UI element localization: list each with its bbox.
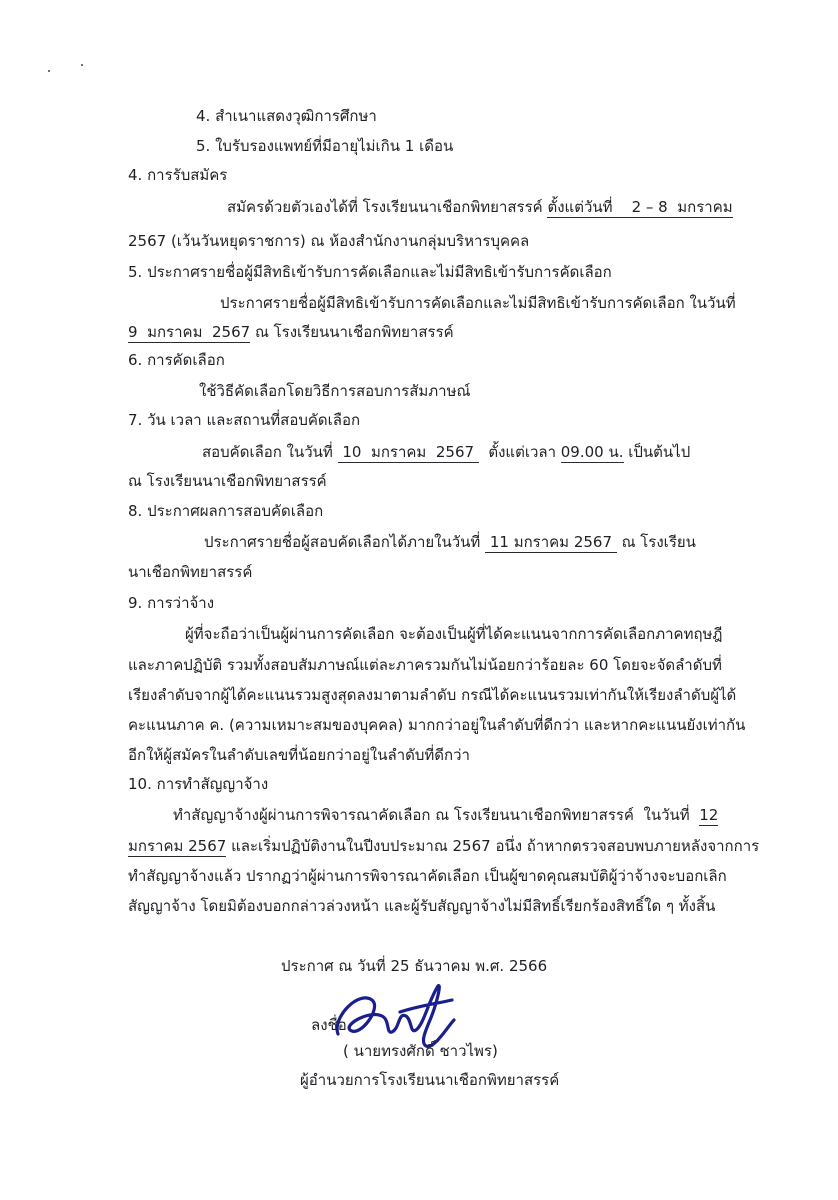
section-9-line-3: เรียงลำดับจากผู้ได้คะแนนรวมสูงสุดลงมาตามลำดับ กรณีได้คะแนนรวมเท่ากันให้เรียงลำดับผู้ได้ [128,686,737,704]
section-4-line-2: 2567 (เว้นวันหยุดราชการ) ณ ห้องสำนักงานกลุ่มบริหารบุคคล [128,232,530,250]
exam-time: 09.00 น. [560,443,624,461]
announcement-date-line: ประกาศ ณ วันที่ 25 ธันวาคม พ.ศ. 2566 [281,957,548,975]
section-10-heading: 10. การทำสัญญาจ้าง [128,775,269,793]
section-6-heading: 6. การคัดเลือก [128,351,225,369]
application-place: สมัครด้วยตัวเองได้ที่ โรงเรียนนาเชือกพิทยาสรรค์ [227,198,543,216]
section-5-line-1: ประกาศรายชื่อผู้มีสิทธิเข้ารับการคัดเลือกและไม่มีสิทธิเข้ารับการคัดเลือก ในวันที่ [220,294,736,312]
section-5-heading: 5. ประกาศรายชื่อผู้มีสิทธิเข้ารับการคัดเลือกและไม่มีสิทธิเข้ารับการคัดเลือก [128,263,612,281]
section-8-heading: 8. ประกาศผลการสอบคัดเลือก [128,502,324,520]
section-4-heading: 4. การรับสมัคร [128,166,228,184]
section-9-line-1: ผู้ที่จะถือว่าเป็นผู้ผ่านการคัดเลือก จะต้องเป็นผู้ที่ได้คะแนนจากการคัดเลือกภาคทฤษฎี [185,625,723,643]
qualification-item-4: 4. สำเนาแสดงวุฒิการศึกษา [196,107,377,125]
section-8-line-1: ประกาศรายชื่อผู้สอบคัดเลือกได้ภายในวันที่ 11 มกราคม 2567 ณ โรงเรียน [204,533,696,551]
section-10-line-2: มกราคม 2567 และเริ่มปฏิบัติงานในปีงบประมาณ 2567 อนึ่ง ถ้าหากตรวจสอบพบภายหลังจากการ [128,837,760,855]
qualification-item-5: 5. ใบรับรองแพทย์ที่มีอายุไม่เกิน 1 เดือน [196,137,454,155]
section-9-line-4: คะแนนภาค ค. (ความเหมาะสมของบุคคล) มากกว่าอยู่ในลำดับที่ดีกว่า และหากคะแนนยังเท่ากัน [128,716,746,734]
section-5-line-2: 9 มกราคม 2567 ณ โรงเรียนนาเชือกพิทยาสรรค์ [128,323,454,341]
section-4-line-1 [227,197,733,217]
section-7-line-1: สอบคัดเลือก ในวันที่ 10 มกราคม 2567 ตั้งแต่เวลา 09.00 น. เป็นต้นไป [202,443,691,461]
section-9-line-2: และภาคปฏิบัติ รวมทั้งสอบสัมภาษณ์แต่ละภาครวมกันไม่น้อยกว่าร้อยละ 60 โดยจะจัดลำดับที่ [128,656,722,674]
exam-date: 10 มกราคม 2567 [337,443,479,461]
signer-title: ผู้อำนวยการโรงเรียนนาเชือกพิทยาสรรค์ [300,1071,560,1089]
section-7-heading: 7. วัน เวลา และสถานที่สอบคัดเลือก [128,411,361,429]
application-dates: ตั้งแต่วันที่ 2 – 8 มกราคม [547,198,733,216]
section-9-line-5: อีกให้ผู้สมัครในลำดับเลขที่น้อยกว่าอยู่ในลำดับที่ดีกว่า [128,746,470,764]
contract-month-year: มกราคม 2567 [128,837,227,855]
signature-label: ลงชื่อ [311,1016,347,1034]
contract-day: 12 [699,806,719,824]
section-9-heading: 9. การว่าจ้าง [128,594,215,612]
scan-speck [81,64,83,66]
result-date: 11 มกราคม 2567 [485,533,617,551]
section-10-line-3: ทำสัญญาจ้างแล้ว ปรากฏว่าผู้ผ่านการพิจารณาคัดเลือก เป็นผู้ขาดคุณสมบัติผู้ว่าจ้างจะบอกเลิก [128,867,727,885]
section-7-line-2: ณ โรงเรียนนาเชือกพิทยาสรรค์ [128,472,327,490]
section-10-line-1: ทำสัญญาจ้างผู้ผ่านการพิจารณาคัดเลือก ณ โรงเรียนนาเชือกพิทยาสรรค์ ในวันที่ 12 [173,806,719,824]
signer-name: ( นายทรงศักดิ์ ชาวไพร) [343,1042,498,1060]
scan-speck [48,70,50,72]
section-6-line-1: ใช้วิธีคัดเลือกโดยวิธีการสอบการสัมภาษณ์ [199,382,471,400]
section-8-line-2: นาเชือกพิทยาสรรค์ [128,563,253,581]
section-10-line-4: สัญญาจ้าง โดยมิต้องบอกกล่าวล่วงหน้า และผู้รับสัญญาจ้างไม่มีสิทธิ์เรียกร้องสิทธิ์ใด ๆ ทั้งสิ้น [128,897,716,915]
announcement-date: 9 มกราคม 2567 [128,323,251,341]
